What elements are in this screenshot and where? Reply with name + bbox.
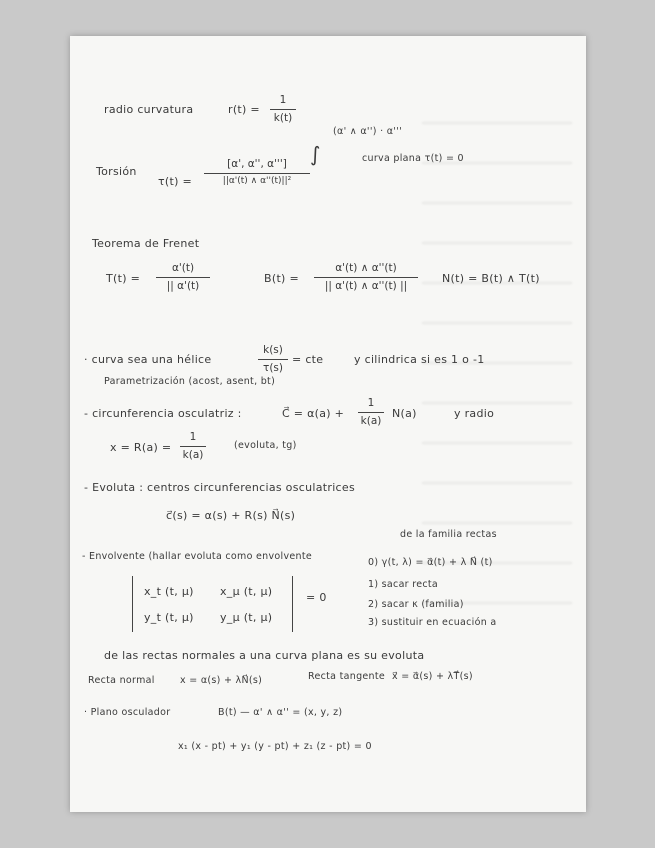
fraction-bar xyxy=(180,446,206,447)
osculatriz-radio: y radio xyxy=(454,407,495,420)
torsion-denominator: ||α'(t) ∧ α''(t)||² xyxy=(222,175,292,186)
B-fraction xyxy=(314,262,418,292)
torsion-label: Torsión xyxy=(96,165,137,178)
helice-denominator: τ(s) xyxy=(263,361,283,374)
envolvente-text: - Envolvente (hallar evoluta como envolvente xyxy=(82,551,313,562)
determinant-right-bar xyxy=(292,576,293,632)
step-3: 3) sustituir en ecuación a xyxy=(368,617,497,628)
torsion-numerator: [α', α'', α'''] xyxy=(227,158,287,170)
helice-cilindrica: y cilindrica si es 1 o -1 xyxy=(354,353,485,366)
osculatriz-fraction xyxy=(358,397,384,427)
evoluta-text: - Evoluta : centros circunferencias osculatrices xyxy=(84,481,355,494)
recta-normal-label: Recta normal xyxy=(88,675,155,686)
helice-text: · curva sea una hélice xyxy=(84,353,212,366)
osculatriz-label: - circunferencia osculatriz : xyxy=(84,407,242,420)
osculatriz-tail: N(a) xyxy=(392,407,417,420)
familia-text: de la familia rectas xyxy=(400,529,497,540)
integral-mark: ∫ xyxy=(310,142,321,166)
x-fraction xyxy=(180,431,206,461)
T-fraction xyxy=(156,262,210,292)
radio-numerator: 1 xyxy=(279,94,287,106)
osculatriz-numerator: 1 xyxy=(367,397,375,409)
x-equation: x = R(a) = xyxy=(110,441,172,454)
det-r1c1: x_t (t, μ) xyxy=(144,585,194,598)
final-equation: x₁ (x - pt) + y₁ (y - pt) + z₁ (z - pt) = 0 xyxy=(178,741,372,752)
T-denominator: || α'(t) xyxy=(166,279,200,292)
frenet-title: Teorema de Frenet xyxy=(92,237,200,250)
plano-osculador-equation: B(t) — α' ∧ α'' = (x, y, z) xyxy=(218,707,343,718)
x-denominator: k(a) xyxy=(182,448,204,461)
radio-formula: r(t) = xyxy=(228,103,260,116)
fraction-bar xyxy=(358,412,384,413)
normales-text: de las rectas normales a una curva plana es su evoluta xyxy=(104,649,425,662)
T-numerator: α'(t) xyxy=(171,262,195,274)
determinant-left-bar xyxy=(132,576,133,632)
radio-fraction xyxy=(270,94,296,124)
det-r2c1: y_t (t, μ) xyxy=(144,611,194,624)
osculatriz-formula: C⃗ = α(a) + xyxy=(282,407,345,420)
x-numerator: 1 xyxy=(189,431,197,443)
notebook-page xyxy=(70,36,586,812)
fraction-bar xyxy=(258,359,288,360)
det-r1c2: x_μ (t, μ) xyxy=(220,585,273,598)
fraction-bar xyxy=(270,109,296,110)
step-1: 1) sacar recta xyxy=(368,579,439,590)
radio-label: radio curvatura xyxy=(104,103,194,116)
helice-fraction xyxy=(258,344,288,374)
torsion-aside: (α' ∧ α'') · α''' xyxy=(333,126,403,137)
B-denominator: || α'(t) ∧ α''(t) || xyxy=(324,279,408,292)
torsion-fraction xyxy=(204,158,310,186)
x-aside: (evoluta, tg) xyxy=(234,440,297,451)
det-r2c2: y_μ (t, μ) xyxy=(220,611,273,624)
step-0: 0) γ(t, λ) = α⃗(t) + λ N⃗ (t) xyxy=(368,557,493,568)
T-lhs: T(t) = xyxy=(106,272,141,285)
torsion-lhs: τ(t) = xyxy=(158,175,193,188)
fraction-bar xyxy=(314,277,418,278)
osculatriz-denominator: k(a) xyxy=(360,414,382,427)
plano-osculador-label: · Plano osculador xyxy=(84,707,171,718)
helice-numerator: k(s) xyxy=(263,344,283,356)
recta-normal-equation: x = α(s) + λN⃗(s) xyxy=(180,675,263,686)
evoluta-formula: c⃗(s) = α(s) + R(s) N⃗(s) xyxy=(166,509,296,522)
fraction-bar xyxy=(156,277,210,278)
B-numerator: α'(t) ∧ α''(t) xyxy=(335,262,397,274)
parametrizacion-text: Parametrización (acost, asent, bt) xyxy=(104,376,276,387)
B-lhs: B(t) = xyxy=(264,272,299,285)
radio-denominator: k(t) xyxy=(273,111,293,124)
N-equation: N(t) = B(t) ∧ T(t) xyxy=(442,272,540,285)
recta-tangente-equation: x⃗ = α⃗(s) + λT⃗(s) xyxy=(392,671,473,682)
fraction-bar xyxy=(204,173,310,174)
recta-tangente-label: Recta tangente xyxy=(308,671,386,682)
determinant-equals: = 0 xyxy=(306,591,327,604)
step-2: 2) sacar κ (familia) xyxy=(368,599,464,610)
helice-equals: = cte xyxy=(292,353,324,366)
torsion-plana: curva plana τ(t) = 0 xyxy=(362,153,464,164)
